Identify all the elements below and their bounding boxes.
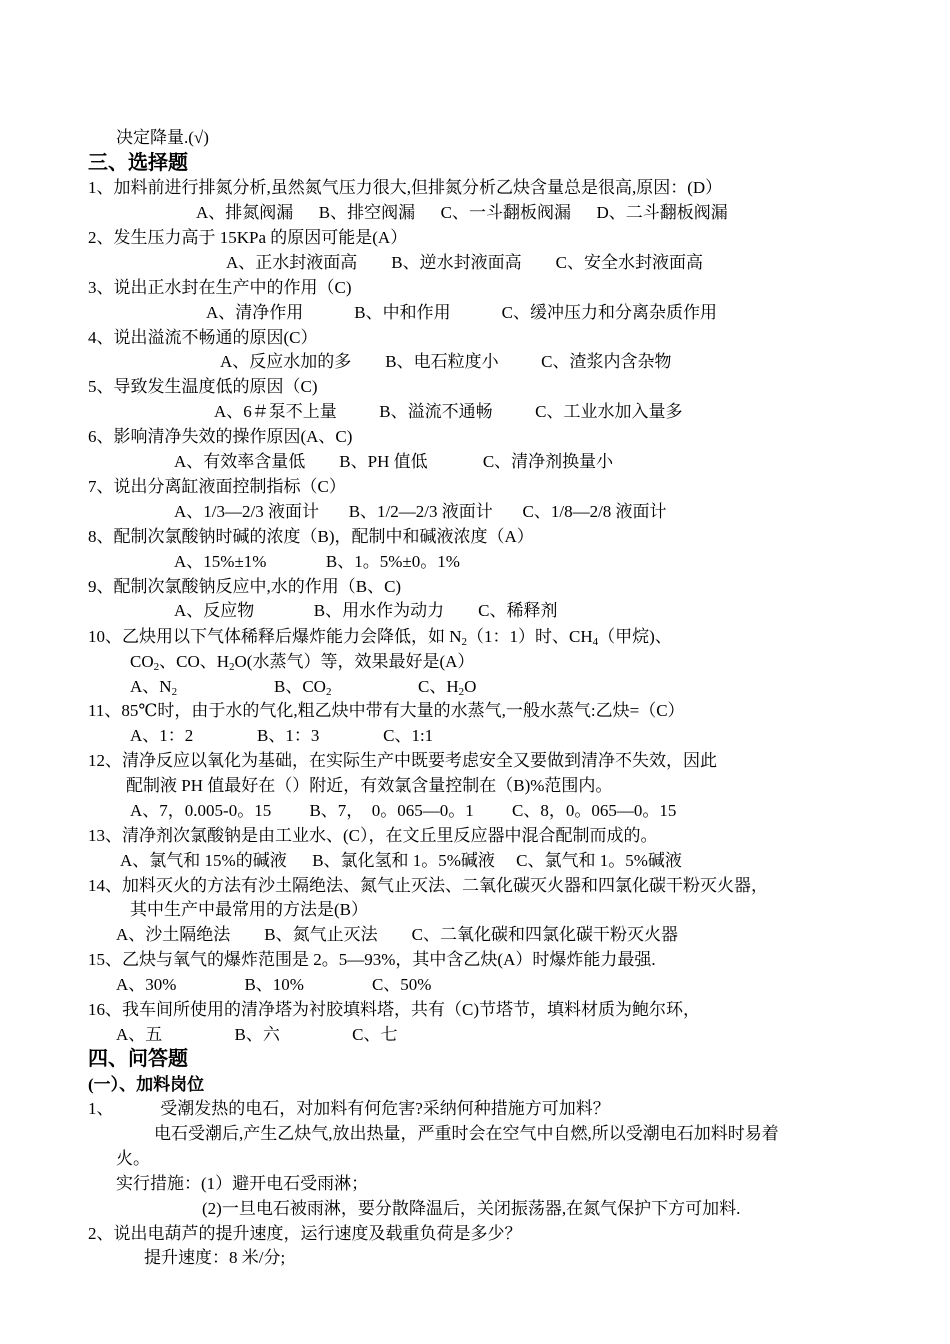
section-heading-choice: 三、选择题 [88,152,188,174]
question-8-options: A、15%±1% B、1。5%±0。1% [174,552,460,571]
question-14: 14、加料灭火的方法有沙土隔绝法、氮气止灭法、二氧化碳灭火器和四氯化碳干粉灭火器， [88,876,768,895]
question-15-options: A、30% B、10% C、50% [116,975,432,994]
question-2: 2、发生压力高于 15KPa 的原因可能是(A） [88,228,408,247]
qa-answer-1-line1: 电石受潮后,产生乙炔气,放出热量，严重时会在空气中自燃,所以受潮电石加料时易着 [154,1124,779,1143]
question-11-options: A、1：2 B、1：3 C、1:1 [130,726,434,745]
question-16: 16、我车间所使用的清净塔为衬胶填料塔，共有（C)节塔节，填料材质为鲍尔环， [88,1000,700,1019]
qa-question-1: 1、 受潮发热的电石，对加料有何危害?采纳何种措施方可加料？ [88,1099,610,1118]
question-4-options: A、反应水加的多 B、电石粒度小 C、渣浆内含杂物 [220,352,672,371]
question-10-cont: $CO_2$、CO、$H_2O$(水蒸气）等，效果最好是(A） [130,652,475,673]
question-12-cont: 配制液 PH 值最好在（）附近，有效氯含量控制在（B)%范围内。 [126,776,613,795]
qa-answer-1-line4: (2)一旦电石被雨淋，要分散降温后，关闭振荡器,在氮气保护下方可加料. [202,1199,741,1218]
question-5-options: A、6＃泵不上量 B、溢流不通畅 C、工业水加入量多 [214,402,683,421]
question-6-options: A、有效率含量低 B、PH 值低 C、清净剂换量小 [174,452,614,471]
section-heading-qa: 四、问答题 [88,1048,188,1070]
qa-question-2: 2、说出电葫芦的提升速度，运行速度及载重负荷是多少？ [88,1224,522,1243]
text-line: 决定降量.(√) [116,128,209,147]
question-13: 13、清净剂次氯酸钠是由工业水、(C），在文丘里反应器中混合配制而成的。 [88,826,658,845]
question-7-options: A、1/3—2/3 液面计 B、1/2—2/3 液面计 C、1/8—2/8 液面计 [174,502,667,521]
qa-answer-1-line2: 火。 [116,1149,150,1168]
question-7: 7、说出分离缸液面控制指标（C） [88,477,346,496]
question-10-option-a: A、$N_2$ [130,677,178,698]
question-16-options: A、五 B、六 C、七 [116,1025,398,1044]
question-1: 1、加料前进行排氮分析,虽然氮气压力很大,但排氮分析乙炔含量总是很高,原因：(D） [88,178,723,197]
subsection-heading-loading: (一）、加料岗位 [88,1075,205,1094]
qa-answer-2-line1: 提升速度：8 米/分; [144,1248,286,1267]
question-13-options: A、氯气和 15%的碱液 B、氯化氢和 1。5%碱液 C、氯气和 1。5%碱液 [120,851,682,870]
question-3-options: A、清净作用 B、中和作用 C、缓冲压力和分离杂质作用 [206,303,717,322]
question-10-option-b: B、$CO_2$ [274,677,332,698]
question-12-options: A、7，0.005-0。15 B、7， 0。065—0。1 C、8，0。065—0。15 [130,801,677,820]
question-14-cont: 其中生产中最常用的方法是(B） [130,900,368,919]
question-10-option-c: C、$H_2O$ [418,677,477,698]
question-9: 9、配制次氯酸钠反应中,水的作用（B、C) [88,577,402,596]
question-14-options: A、沙土隔绝法 B、氮气止灭法 C、二氧化碳和四氯化碳干粉灭火器 [116,925,678,944]
question-1-options: A、排氮阀漏 B、排空阀漏 C、一斗翻板阀漏 D、二斗翻板阀漏 [196,203,728,222]
question-5: 5、导致发生温度低的原因（C) [88,377,318,396]
question-10: 10、乙炔用以下气体稀释后爆炸能力会降低，如 $N_2(1$：1）时、$CH_4$（甲烷)、 [88,627,672,648]
question-4: 4、说出溢流不畅通的原因(C） [88,328,318,347]
question-8: 8、配制次氯酸钠时碱的浓度（B)，配制中和碱液浓度（A） [88,527,534,546]
question-12: 12、清净反应以氧化为基础，在实际生产中既要考虑安全又要做到清净不失效，因此 [88,751,717,770]
question-3: 3、说出正水封在生产中的作用（C) [88,278,352,297]
question-11: 11、85℃时，由于水的气化,粗乙炔中带有大量的水蒸气,一般水蒸气:乙炔=（C） [88,701,685,720]
qa-answer-1-line3: 实行措施：(1）避开电石受雨淋； [116,1174,369,1193]
question-15: 15、乙炔与氧气的爆炸范围是 2。5—93%，其中含乙炔(A）时爆炸能力最强. [88,950,656,969]
question-6: 6、影响清净失效的操作原因(A、C) [88,427,353,446]
question-9-options: A、反应物 B、用水作为动力 C、稀释剂 [174,601,558,620]
question-2-options: A、正水封液面高 B、逆水封液面高 C、安全水封液面高 [226,253,703,272]
